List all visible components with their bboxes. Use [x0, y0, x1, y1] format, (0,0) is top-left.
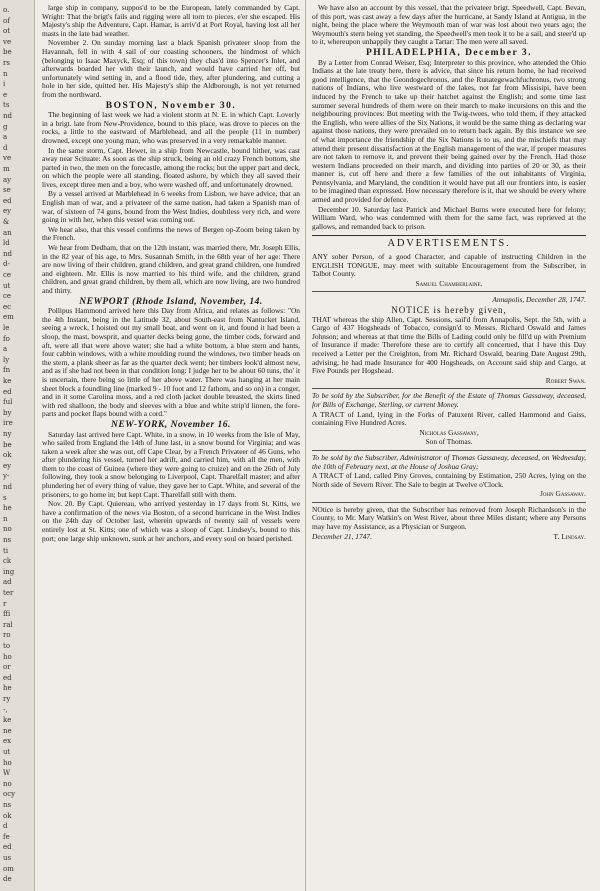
gutter-text-fragment: fo: [3, 334, 10, 343]
gutter-text-fragment: le: [3, 324, 10, 332]
gutter-text-fragment: ck: [3, 557, 12, 566]
gutter-text-fragment: ad: [3, 578, 12, 587]
gutter-text-fragment: de: [3, 875, 12, 884]
gutter-text-fragment: a: [3, 133, 8, 142]
advertisement: [312, 388, 586, 447]
gutter-text-fragment: ny: [3, 430, 12, 438]
news-paragraph: Nov. 20. By Capt. Quiereau, who arrived yesterday in 17 days from St. Kitts, we have a confirmation of the news via Boston, of a second hurricane in the West Indies on the 24th day of October last, wherein upwards of twenty sail of vessels were entirely lost at St. Kitts; one of which was a sloop of Capt. Lindsey's, bound to this port; one large ship unknown, sunk at her anchors, and every soul on board perished.: [42, 499, 300, 543]
binding-gutter: [0, 0, 35, 891]
gutter-text-fragment: no: [3, 779, 12, 788]
ad-text: ANY sober Person, of a good Character, and capable of instructing Children in the ENGLISH TONGUE, may meet with suitable Encouragement from the Subscriber, in Talbot County.: [312, 252, 586, 279]
dateline-heading: NEWPORT (Rhode Island, November, 14.: [79, 296, 263, 307]
gutter-text-fragment: an: [3, 228, 12, 237]
news-paragraph: November 2. On sunday morning last a black Spanish privateer sloop from the Havannah, fell in with 4 sail of our coasting schooners, the hindmost of which (belonging to Isaac Maxyck, Esq; of this town) they chas'd into Spencer's Inlet, and afterwards boarded her with their launch, and would have carried her off, but unfortunately wind setting in, and a flood tide, they, after plundering, and cutting a hole in her side, quitted her. His Majesty's ship the Aldborough, is not yet returned from the northward.: [42, 38, 300, 99]
gutter-text-fragment: y-: [3, 472, 10, 481]
news-paragraph: We have also an account by this vessel, that the privateer brigt. Speedwell, Capt. Bevan, of this port, was cast away a few days after the hurricane, at Sandy Island at Antigua, in the night, being the place where the Weymouth man of war was lost about two years ago; the Weymouth's stern being yet standing, the Speedwell's men took it to be a sail, and steer'd up to it, whereupon unhappily they caught a Tartar: The men were all saved.: [312, 4, 586, 47]
news-paragraph: We hear from Dedham, that on the 12th instant, was married there, Mr. Joseph Ellis, in the 82 year of his age, to Mrs. Susannah Smith, in the 68th year of her age: There are now living of their children, grand children, and great grand children, one hundred and eighteen. Mr. Ellis is now married to his third wife, and the children, grand children, and great grand children, by them all, which are now living, are two hundred and thirty.: [42, 243, 300, 295]
gutter-text-fragment: ce: [3, 271, 12, 279]
gutter-text-fragment: &: [3, 218, 10, 226]
ad-signature: Samuel Chamberlaine.: [415, 278, 483, 288]
gutter-text-fragment: ti: [3, 546, 9, 555]
gutter-text-fragment: ns: [3, 801, 12, 809]
gutter-text-fragment: ey: [3, 461, 12, 470]
gutter-text-fragment: n: [3, 69, 8, 78]
gutter-text-fragment: by: [3, 408, 12, 417]
gutter-text-fragment: nd: [3, 249, 12, 258]
gutter-text-fragment: m: [3, 165, 10, 173]
left-column: [42, 4, 300, 888]
ad-dateline: December 21, 1747.: [312, 531, 372, 541]
ad-text: NOtice is hereby given, that the Subscriber has removed from Joseph Richardson's in the County, to Mr. Mary Watkin's on West River, about three Miles distant; where any Persons may have my Assistance, as a Physician or Surgeon.: [312, 504, 586, 532]
gutter-text-fragment: ne: [3, 726, 12, 735]
gutter-text-fragment: he: [3, 684, 12, 693]
ad-text: A TRACT of Land, called Piny Groves, containing by Estimation, 250 Acres, lying on the North side of Severn River. The Sale to begin at Twelve o'Clock.: [312, 471, 586, 489]
gutter-text-fragment: d-: [3, 260, 10, 269]
ad-signature-line: Son of Thomas.: [425, 437, 473, 447]
gutter-text-fragment: ve: [3, 154, 12, 163]
ad-text: A TRACT of Land, lying in the Forks of Patuxent River, called Hammond and Gaiss, containing Five Hundred Acres.: [312, 409, 586, 428]
right-column: [312, 4, 586, 888]
ad-heading: To be sold by the Subscriber, Administrator of Thomas Gassaway, deceased, on Wednesday, the 10th of February next, at the House of Joshua Gray;: [312, 452, 586, 471]
gutter-text-fragment: d: [3, 822, 8, 831]
gutter-text-fragment: ry: [3, 695, 11, 703]
ad-heading: NOTICE is hereby given,: [391, 305, 507, 315]
gutter-text-fragment: us: [3, 854, 12, 862]
news-paragraph: By a vessel arrived at Marblehead in 6 weeks from Lisbon, we have advice, that an English man of war, and a privateer of the same nation, had taken a Spanish man of war, of sixteen of 74 guns, bound from the West Indies, doubtless very rich, and were going in with her, when this vessel was coming out.: [42, 189, 300, 225]
gutter-text-fragment: no: [3, 525, 12, 534]
ad-signature: Nicholas Gassaway,: [419, 427, 479, 437]
ad-text: THAT whereas the ship Allen, Capt. Sessions, sail'd from Annapolis, Sept. the 5th, with a Cargo of 437 Hogsheads of Tobacco, consign'd to Messrs. Richard Oswald and James Johnson; and whereas at that time the Bills of Lading could only be fill'd up with Premium of Insurance if made: Therefore these are to certify all concerned, that I have this Day received a Letter per the Creighton, from Mr. Richard Oswald, bearing Date August 29th, advising, he had made Insurance for 400 Hogsheads, on Account said ship and Cargo, at Five Pounds per Hogshead.: [312, 314, 586, 376]
gutter-text-fragment: se: [3, 186, 11, 195]
gutter-text-fragment: i: [3, 80, 6, 89]
column-divider: [305, 0, 306, 891]
gutter-text-fragment: be: [3, 440, 12, 449]
news-paragraph: Saturday last arrived here Capt. White, in a snow, in 10 weeks from the Isle of May, who sailed from England the 14th of June last, in a snow bound for Virginia; and was taken a week after she was out, off Cape Clear, by a French Privateer of 46 Guns, who after plundering his vessel, turned her adrift, and carried him, with all the men, with them to the coast of Guinea (where they were going to cruize) and on the 26th of July following, they took a snow belonging to Liverpool, Capt. Tharelfall master; and after plundering her of every thing of value, they gave her to Capt. White, and several of the prisoners, to go home in; but kept Capt. Tharelfall still with them.: [42, 429, 300, 499]
gutter-text-fragment: s: [3, 493, 7, 502]
gutter-text-fragment: to: [3, 642, 11, 650]
ad-footer: [312, 533, 586, 542]
gutter-text-fragment: ffi: [3, 610, 11, 619]
gutter-text-fragment: be: [3, 48, 12, 57]
gutter-text-fragment: ts: [3, 101, 10, 110]
gutter-text-fragment: ing: [3, 567, 15, 576]
advertisements-heading: ADVERTISEMENTS.: [312, 235, 586, 249]
advertisement: [312, 450, 586, 499]
gutter-text-fragment: om: [3, 864, 14, 873]
gutter-text-fragment: or: [3, 663, 11, 672]
news-paragraph: In the same storm, Capt. Hewet, in a ship from Newcastle, bound hither, was cast away near Scituate: As soon as the ship struck, being an old crazy French bottom, she parted in two, the men on the forecastle, among the rocks; but the upper part and deck, on which the people were all standing, floated ashore, by which they all saved their lives, except three men and a boy, who were washed off, and unfortunately drowned.: [42, 145, 300, 189]
gutter-text-fragment: ral: [3, 620, 13, 629]
gutter-text-fragment: he: [3, 504, 12, 513]
news-paragraph: We hear also, that this vessel confirms the news of Bergen op-Zoom being taken by the French.: [42, 224, 300, 243]
gutter-text-fragment: ter: [3, 589, 14, 597]
gutter-text-fragment: ot: [3, 27, 11, 36]
gutter-text-fragment: ed: [3, 387, 12, 396]
gutter-text-fragment: ay: [3, 175, 12, 184]
gutter-text-fragment: e: [3, 90, 8, 99]
gutter-text-fragment: -,: [3, 705, 8, 714]
gutter-text-fragment: ly: [3, 355, 10, 364]
dateline-heading: PHILADELPHIA, December 3.: [365, 47, 533, 58]
ad-heading: To be sold by the Subscriber, for the Benefit of the Estate of Thomas Gassaway, deceased, for Bills of Exchange, Sterling, or current Money.: [312, 391, 586, 409]
gutter-text-fragment: ey: [3, 207, 12, 216]
gutter-text-fragment: ke: [3, 716, 12, 725]
gutter-text-fragment: ve: [3, 37, 12, 46]
gutter-text-fragment: ok: [3, 451, 12, 460]
gutter-text-fragment: o.: [3, 6, 10, 14]
gutter-text-fragment: ex: [3, 737, 12, 746]
gutter-text-fragment: ut: [3, 281, 11, 290]
news-paragraph: large ship in company, suppos'd to be the European, lately commanded by Capt. Wright: That the brigt's fails and rigging were all torn to pieces, e'er she escaped. His Majesty's ship the Adventure, Capt. Hamar, is arriv'd at Port Royal, having lost all her masts in the late bad weather.: [42, 4, 300, 38]
gutter-text-fragment: nd: [3, 112, 12, 120]
ad-signature: John Gassaway.: [539, 489, 586, 499]
gutter-text-fragment: ok: [3, 811, 12, 820]
gutter-text-fragment: ed: [3, 673, 12, 682]
gutter-text-fragment: a: [3, 345, 8, 354]
gutter-text-fragment: g: [3, 122, 8, 131]
news-paragraph: December 10. Saturday last Patrick and Michael Burns were executed here for felony; William Ward, who was condemned with them for the same fact, was reprieved at the gallows, and remanded back to prison.: [312, 204, 586, 231]
advertisement: [312, 502, 586, 541]
gutter-text-fragment: ke: [3, 377, 12, 385]
news-paragraph: Pollipus Hammond arrived here this Day from Africa, and relates as follows: "On the 4th Instant, being in the Latitude 32, about South-east from Nantucket Island, seeing a wreck, I hoisted out my small boat, and went on it, and found it had been a sloop, the mast, bowsprit, and quarter decks being gone, the timber cods, forward and aft, were all that were above water; she had a white bottom, a blue stern and hants, four cabbin windows, with a white moulding round the windows, two timber heads on the stern, a plank sheer as far as the quarter deck went; her timbers look'd almost new, and as if she had not been in that condition long: I judge her to be about 60 tuns, tho' it is uncertain, there being so little of her above water. There was hanging at her main sheet block a foundling line (marked 9 - 10 foot and 12 fathom, and so on) in a conger, and in it some Carolina moss, and a red cloth jacket double breasted, the skirts lined with red shalloon, the body and sleeves with a blue and white strip'd linnen, the fore-parts and pocket flaps bound with a cord.": [42, 306, 300, 419]
gutter-text-fragment: ed: [3, 843, 12, 852]
gutter-text-fragment: ed: [3, 196, 12, 205]
gutter-text-fragment: ld: [3, 239, 10, 248]
ad-signature: T. Lindsay.: [553, 531, 586, 541]
news-paragraph: The beginning of last week we had a violent storm at N. E. in which Capt. Loverly in a brigt. late from New-Providence, bound to this place, was drove to pieces on the rocks, a little to the eastward of Marblehead, and all the people (11 in number) drowned, except one young man, who was preserved in a very remarkable manner.: [42, 110, 300, 145]
gutter-text-fragment: ho: [3, 758, 12, 767]
gutter-text-fragment: fn: [3, 366, 11, 375]
gutter-text-fragment: fe: [3, 832, 10, 841]
gutter-text-fragment: ut: [3, 748, 11, 756]
gutter-text-fragment: n: [3, 514, 8, 523]
gutter-text-fragment: ocy: [3, 790, 16, 799]
dateline-heading: BOSTON, November 30.: [105, 100, 237, 111]
gutter-text-fragment: ire: [3, 419, 13, 428]
gutter-text-fragment: r: [3, 599, 7, 608]
news-paragraph: By a Letter from Conrad Weiser, Esq; Interpreter to this province, who attended the Ohio Indians at the late treaty here, there is advice, that since his return home, he had received good intelligence, that the Geondogechronus, and the Runategewachfuchronus, two strong nations of Indians, who live westward of the lakes, not far from Missisipi, have been induced by the French to take up their hatchet against the English; and some time last summer several hundreds of them were on their march to make incursions on this and the neighbouring provinces: But meeting with the Twig-twees, who told them, if they attacked the English, who were allies of the Six Nations, it would be the same thing as declaring war against those nations, they were prevailed on to return back again. By this instance we see of what importance the friendship of the Six Nations is to us, and the mischiefs that may attend their present dissatisfaction at the English management of the war, if proper measures are not taken to remove it, and prevent their being gained over by the French. Had those western Indians proceeded on their march, and dividing into parties of 20 or 30, as their manner is, cut off here and there a few families of the out inhabitants of Virginia, Pennsylvania, and Maryland, the condition it would have put all our frontiers into, is easier to be imagined than expressed. How necessary therefore is it, that we should be every where armed and provided for defence.: [312, 57, 586, 205]
ad-dateline: Annapolis, December 28, 1747.: [492, 295, 586, 305]
gutter-text-fragment: ho: [3, 652, 12, 661]
gutter-text-fragment: ful: [3, 398, 13, 407]
gutter-text-fragment: em: [3, 313, 14, 322]
gutter-text-fragment: ec: [3, 302, 12, 311]
gutter-text-fragment: d: [3, 143, 8, 152]
gutter-text-fragment: ce: [3, 292, 12, 301]
gutter-text-fragment: of: [3, 16, 10, 25]
dateline-heading: NEW-YORK, November 16.: [111, 419, 231, 430]
gutter-text-fragment: ns: [3, 536, 12, 544]
gutter-text-fragment: nd: [3, 483, 12, 491]
gutter-text-fragment: rs: [3, 59, 10, 67]
ad-signature: Robert Swan.: [545, 375, 586, 385]
gutter-text-fragment: W: [3, 769, 11, 778]
gutter-text-fragment: ro: [3, 631, 11, 640]
advertisement: [312, 291, 586, 385]
advertisement: [312, 253, 586, 288]
